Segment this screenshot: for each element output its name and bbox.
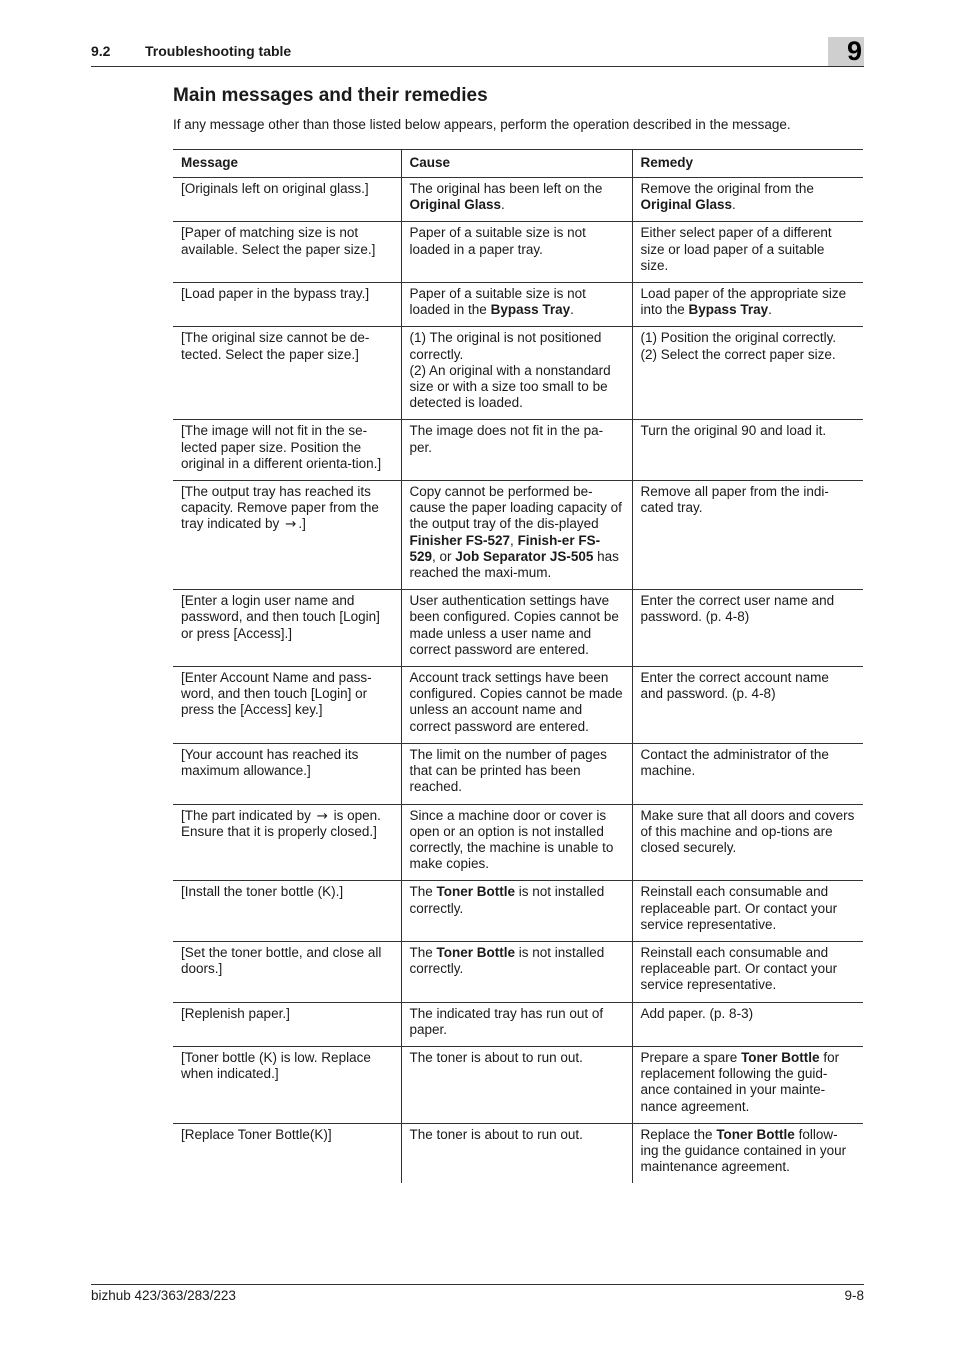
cause-cell: The original has been left on the Original Glass. xyxy=(401,178,632,222)
message-cell: [Toner bottle (K) is low. Replace when indicated.] xyxy=(173,1046,401,1123)
remedy-cell: Enter the correct user name and password. (p. 4-8) xyxy=(632,590,863,667)
remedy-cell: Remove the original from the Original Glass. xyxy=(632,178,863,222)
cause-cell: The toner is about to run out. xyxy=(401,1123,632,1183)
bold-term: Bypass Tray xyxy=(490,302,571,318)
bold-term: Toner Bottle xyxy=(741,1049,820,1065)
remedy-cell: Reinstall each consumable and replaceable part. Or contact your service representative. xyxy=(632,941,863,1002)
remedy-cell: Load paper of the appropriate size into the Bypass Tray. xyxy=(632,283,863,327)
table-row xyxy=(173,222,863,283)
bold-term: Original Glass xyxy=(640,197,733,213)
table-row xyxy=(173,743,863,804)
bold-term: Bypass Tray xyxy=(688,302,769,318)
column-header-remedy: Remedy xyxy=(632,150,863,178)
table-row xyxy=(173,1046,863,1123)
table-row xyxy=(173,327,863,420)
table-row xyxy=(173,420,863,481)
remedy-cell: Reinstall each consumable and replaceable part. Or contact your service representative. xyxy=(632,881,863,942)
remedy-cell: Contact the administrator of the machine. xyxy=(632,743,863,804)
table-row xyxy=(173,178,863,222)
cause-cell: The toner is about to run out. xyxy=(401,1046,632,1123)
page-title: Main messages and their remedies xyxy=(173,85,488,106)
message-cell: [The part indicated by → is open. Ensure that it is properly closed.] xyxy=(173,804,401,881)
table-row xyxy=(173,283,863,327)
message-cell: [The original size cannot be de-tected. Select the paper size.] xyxy=(173,327,401,420)
footer-model: bizhub 423/363/283/223 xyxy=(91,1288,236,1303)
cause-cell: (1) The original is not positioned correctly. (2) An original with a nonstandard size or with a size too small to be detected is loaded. xyxy=(401,327,632,420)
message-cell: [Originals left on original glass.] xyxy=(173,178,401,222)
page-header xyxy=(91,36,864,67)
cause-cell: The limit on the number of pages that can be printed has been reached. xyxy=(401,743,632,804)
footer-page-number: 9-8 xyxy=(844,1288,864,1303)
remedy-cell: Prepare a spare Toner Bottle for replacement following the guid-ance contained in your mainte-nance agreement. xyxy=(632,1046,863,1123)
cause-cell: The indicated tray has run out of paper. xyxy=(401,1002,632,1046)
message-cell: [Install the toner bottle (K).] xyxy=(173,881,401,942)
bold-term: Finish-er FS-529 xyxy=(409,532,601,564)
remedy-cell: Turn the original 90 and load it. xyxy=(632,420,863,481)
message-cell: [Enter Account Name and pass-word, and then touch [Login] or press the [Access] key.] xyxy=(173,667,401,744)
remedy-cell: (1) Position the original correctly. (2) Select the correct paper size. xyxy=(632,327,863,420)
table-row xyxy=(173,804,863,881)
arrow-right-icon: → xyxy=(316,807,328,824)
message-cell: [Set the toner bottle, and close all doors.] xyxy=(173,941,401,1002)
cause-cell: Paper of a suitable size is not loaded in the Bypass Tray. xyxy=(401,283,632,327)
bold-term: Toner Bottle xyxy=(716,1126,795,1142)
column-header-message: Message xyxy=(173,150,401,178)
chapter-badge: 9 xyxy=(828,37,864,66)
bold-term: Job Separator JS-505 xyxy=(455,548,594,564)
remedy-cell: Make sure that all doors and covers of this machine and op-tions are closed securely. xyxy=(632,804,863,881)
remedy-cell: Remove all paper from the indi-cated tray. xyxy=(632,481,863,590)
message-cell: [Load paper in the bypass tray.] xyxy=(173,283,401,327)
table-row xyxy=(173,667,863,744)
message-cell: [Your account has reached its maximum allowance.] xyxy=(173,743,401,804)
message-cell: [Replace Toner Bottle(K)] xyxy=(181,1126,332,1142)
table-header-row xyxy=(173,150,863,178)
remedy-cell: Either select paper of a different size or load paper of a suitable size. xyxy=(632,222,863,283)
cause-cell: Paper of a suitable size is not loaded in a paper tray. xyxy=(401,222,632,283)
bold-term: Toner Bottle xyxy=(436,884,516,900)
cause-cell: The Toner Bottle is not installed correctly. xyxy=(401,941,632,1002)
table-body xyxy=(173,178,863,1184)
message-cell: [The output tray has reached its capacity. Remove paper from the tray indicated by → .] xyxy=(173,481,401,590)
remedy-cell: Replace the Toner Bottle follow-ing the guidance contained in your maintenance agreement. xyxy=(632,1123,863,1183)
intro-text: If any message other than those listed below appears, perform the operation described in the message. xyxy=(173,117,791,132)
remedy-cell: Add paper. (p. 8-3) xyxy=(632,1002,863,1046)
cause-cell: Account track settings have been configured. Copies cannot be made unless an account name and correct password are entered. xyxy=(401,667,632,744)
page-footer xyxy=(91,1284,864,1309)
messages-table xyxy=(173,149,863,1183)
message-cell: [Replenish paper.] xyxy=(173,1002,401,1046)
table-row xyxy=(173,1002,863,1046)
cause-cell: User authentication settings have been configured. Copies cannot be made unless a user name and correct password are entered. xyxy=(401,590,632,667)
bold-term: Finisher FS-527 xyxy=(409,532,511,548)
cause-cell: The image does not fit in the pa-per. xyxy=(401,420,632,481)
column-header-cause: Cause xyxy=(401,150,632,178)
remedy-cell: Enter the correct account name and password. (p. 4-8) xyxy=(632,667,863,744)
section-title: Troubleshooting table xyxy=(145,43,292,59)
table-row xyxy=(173,481,863,590)
cause-cell: Since a machine door or cover is open or an option is not installed correctly, the machine is unable to make copies. xyxy=(401,804,632,881)
table-row xyxy=(173,1123,863,1183)
bold-term: Original Glass xyxy=(409,197,502,213)
message-cell: [Paper of matching size is not available. Select the paper size.] xyxy=(173,222,401,283)
table-row xyxy=(173,590,863,667)
bold-term: Toner Bottle xyxy=(436,944,516,960)
message-cell: [The image will not fit in the se-lected paper size. Position the original in a different orienta-tion.] xyxy=(173,420,401,481)
cause-cell: The Toner Bottle is not installed correctly. xyxy=(401,881,632,942)
message-cell: [Enter a login user name and password, and then touch [Login] or press [Access].] xyxy=(173,590,401,667)
arrow-right-icon: → xyxy=(285,516,297,533)
cause-cell: Copy cannot be performed be-cause the paper loading capacity of the output tray of the dis-played Finisher FS-527, Finish-er FS-529, or Job Separator JS-505 has reached the maxi-mum. xyxy=(401,481,632,590)
table-row xyxy=(173,881,863,942)
section-number: 9.2 xyxy=(91,43,111,59)
table-row xyxy=(173,941,863,1002)
